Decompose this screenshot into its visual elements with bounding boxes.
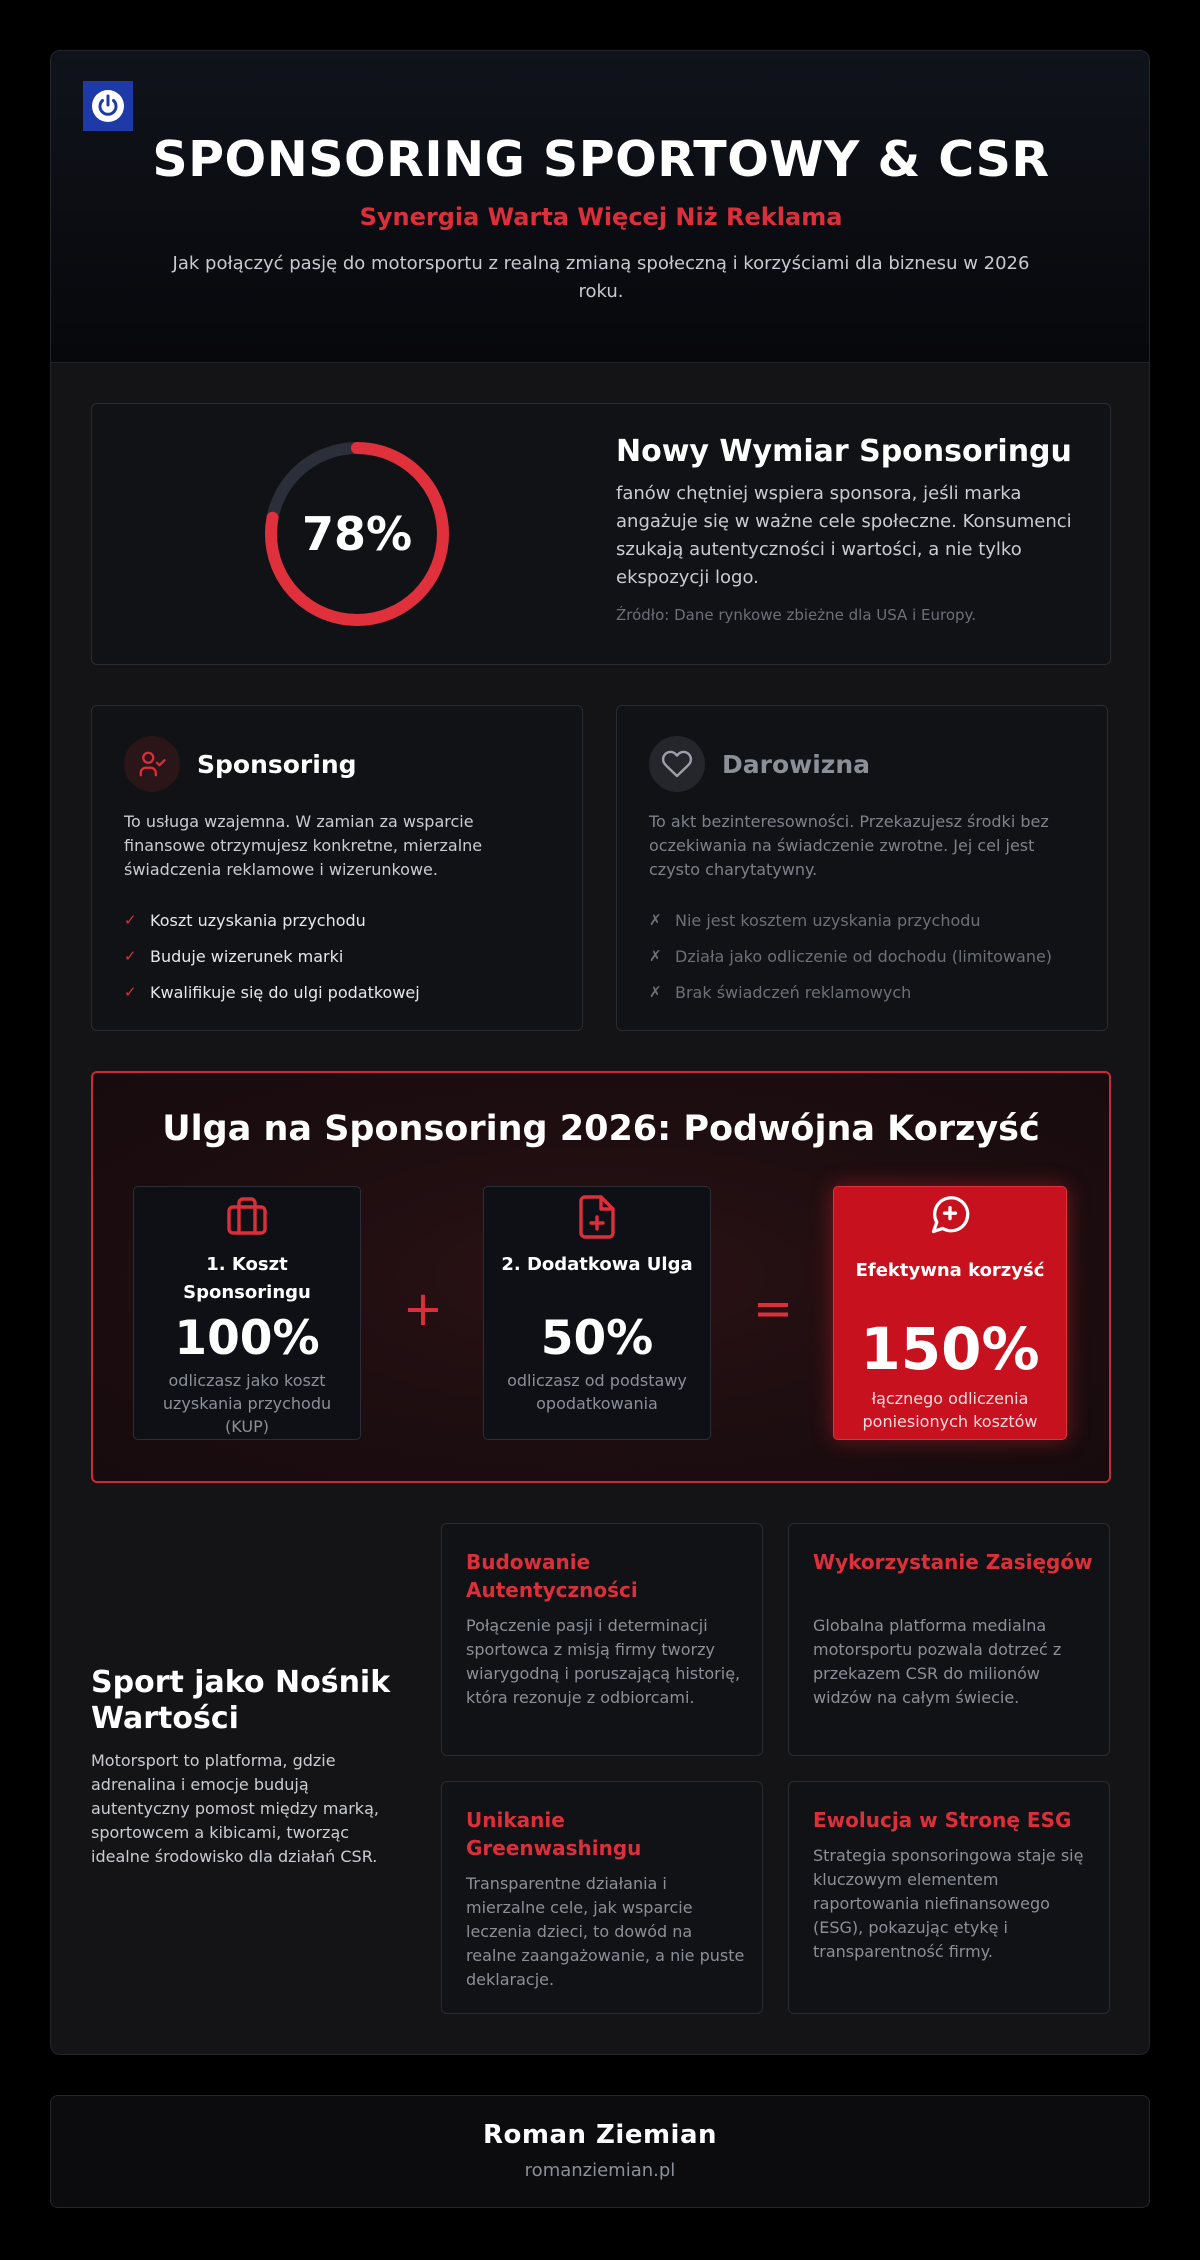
- darowizna-title: Darowizna: [722, 750, 871, 779]
- relief-box-description: odliczasz od podstawy opodatkowania: [507, 1371, 687, 1413]
- value-card-greenwashing: [441, 1781, 763, 2014]
- percent-value: 78%: [301, 507, 413, 561]
- value-card-text: Połączenie pasji i determinacji sportowca z misją firmy tworzy wiarygodną i poruszającą historię, która rezonuje z odbiorcami.: [466, 1616, 741, 1707]
- file-plus-icon: [484, 1193, 710, 1241]
- value-card-esg: [788, 1781, 1110, 2014]
- value-card-reach: [788, 1523, 1110, 1756]
- sponsoring-card: [91, 705, 583, 1031]
- equals-sign: =: [752, 1281, 794, 1337]
- values-title: Sport jako Nośnik Wartości: [91, 1665, 391, 1736]
- values-description: Motorsport to platforma, gdzie adrenalina i emocje budują autentyczny pomost między marką, sportowcem a kibicami, tworząc idealne środowisko dla działań CSR.: [91, 1751, 379, 1866]
- check-icon: ✓: [124, 983, 137, 1001]
- power-icon: [83, 81, 133, 131]
- page-title: SPONSORING SPORTOWY & CSR: [152, 131, 1050, 188]
- relief-box-cost: [133, 1186, 361, 1440]
- relief-title: Ulga na Sponsoring 2026: Podwójna Korzyść: [162, 1109, 1040, 1149]
- value-card-title: Budowanie Autentyczności: [466, 1550, 638, 1602]
- relief-box-label: 1. Koszt Sponsoringu: [183, 1254, 311, 1303]
- value-card-title: Ewolucja w Stronę ESG: [813, 1808, 1072, 1832]
- darowizna-description: To akt bezinteresowności. Przekazujesz środki bez oczekiwania na świadczenie zwrotne. Jej cel jest czysto charytatywny.: [649, 812, 1049, 879]
- cross-icon: ✗: [649, 947, 662, 965]
- value-card-text: Strategia sponsoringowa staje się kluczowym elementem raportowania niefinansowego (ESG), pokazując etykę i transparentność firmy.: [813, 1846, 1084, 1961]
- relief-box-value: 50%: [540, 1311, 654, 1366]
- relief-box-extra: [483, 1186, 711, 1440]
- darowizna-card: [616, 705, 1108, 1031]
- user-check-icon: [124, 736, 180, 792]
- author-website[interactable]: romanziemian.pl: [524, 2160, 676, 2181]
- list-item: ✓ Koszt uzyskania przychodu: [124, 910, 366, 930]
- author-name: Roman Ziemian: [482, 2120, 718, 2150]
- relief-box-description: odliczasz jako koszt uzyskania przychodu (KUP): [162, 1371, 332, 1436]
- list-item: ✓ Kwalifikuje się do ulgi podatkowej: [124, 982, 420, 1002]
- footer: [50, 2095, 1150, 2208]
- darowizna-list: [649, 902, 1052, 1010]
- list-item: ✓ Buduje wizerunek marki: [124, 946, 344, 966]
- header-section: [51, 51, 1150, 363]
- sponsoring-description: To usługa wzajemna. W zamian za wsparcie finansowe otrzymujesz konkretne, mierzalne świadczenia reklamowe i wizerunkowe.: [124, 812, 483, 879]
- value-card-authenticity: [441, 1523, 763, 1756]
- cross-icon: ✗: [649, 983, 662, 1001]
- relief-box-value: 150%: [860, 1315, 1040, 1383]
- stat-card: [91, 403, 1111, 665]
- cross-icon: ✗: [649, 911, 662, 929]
- value-card-title: Wykorzystanie Zasięgów: [813, 1550, 1093, 1574]
- heart-icon: [649, 736, 705, 792]
- relief-box-label: Efektywna korzyść: [855, 1260, 1045, 1281]
- sponsoring-list: [124, 902, 420, 1010]
- relief-box-total: [833, 1186, 1067, 1440]
- main-panel: [50, 50, 1150, 2055]
- relief-box-description: łącznego odliczenia poniesionych kosztów: [862, 1389, 1038, 1431]
- list-item: ✗ Brak świadczeń reklamowych: [649, 982, 912, 1002]
- briefcase-icon: [134, 1193, 360, 1241]
- stat-source: Źródło: Dane rynkowe zbieżne dla USA i Europy.: [616, 606, 977, 624]
- value-card-title: Unikanie Greenwashingu: [466, 1808, 642, 1860]
- stat-title: Nowy Wymiar Sponsoringu: [616, 434, 1072, 469]
- page-description: Jak połączyć pasję do motorsportu z realną zmianą społeczną i korzyściami dla biznesu w 2026 roku.: [172, 253, 1030, 302]
- list-item: ✗ Działa jako odliczenie od dochodu (limitowane): [649, 946, 1053, 966]
- check-icon: ✓: [124, 947, 137, 965]
- plus-sign: +: [402, 1281, 444, 1337]
- relief-section: [91, 1071, 1111, 1483]
- check-icon: ✓: [124, 911, 137, 929]
- value-card-text: Globalna platforma medialna motorsportu pozwala dotrzeć z przekazem CSR do milionów widzów na całym świecie.: [813, 1616, 1062, 1707]
- value-card-text: Transparentne działania i mierzalne cele, jak wsparcie leczenia dzieci, to dowód na realne zaangażowanie, a nie puste deklaracje.: [466, 1874, 745, 1989]
- list-item: ✗ Nie jest kosztem uzyskania przychodu: [649, 910, 981, 930]
- message-plus-icon: [834, 1193, 1066, 1237]
- stat-text: fanów chętniej wspiera sponsora, jeśli marka angażuje się w ważne cele społeczne. Konsumenci szukają autentyczności i wartości, a nie tylko ekspozycji logo.: [616, 483, 1072, 588]
- page-subtitle: Synergia Warta Więcej Niż Reklama: [359, 203, 843, 231]
- relief-box-label: 2. Dodatkowa Ulga: [501, 1254, 693, 1275]
- relief-box-value: 100%: [174, 1311, 320, 1366]
- sponsoring-title: Sponsoring: [197, 750, 357, 779]
